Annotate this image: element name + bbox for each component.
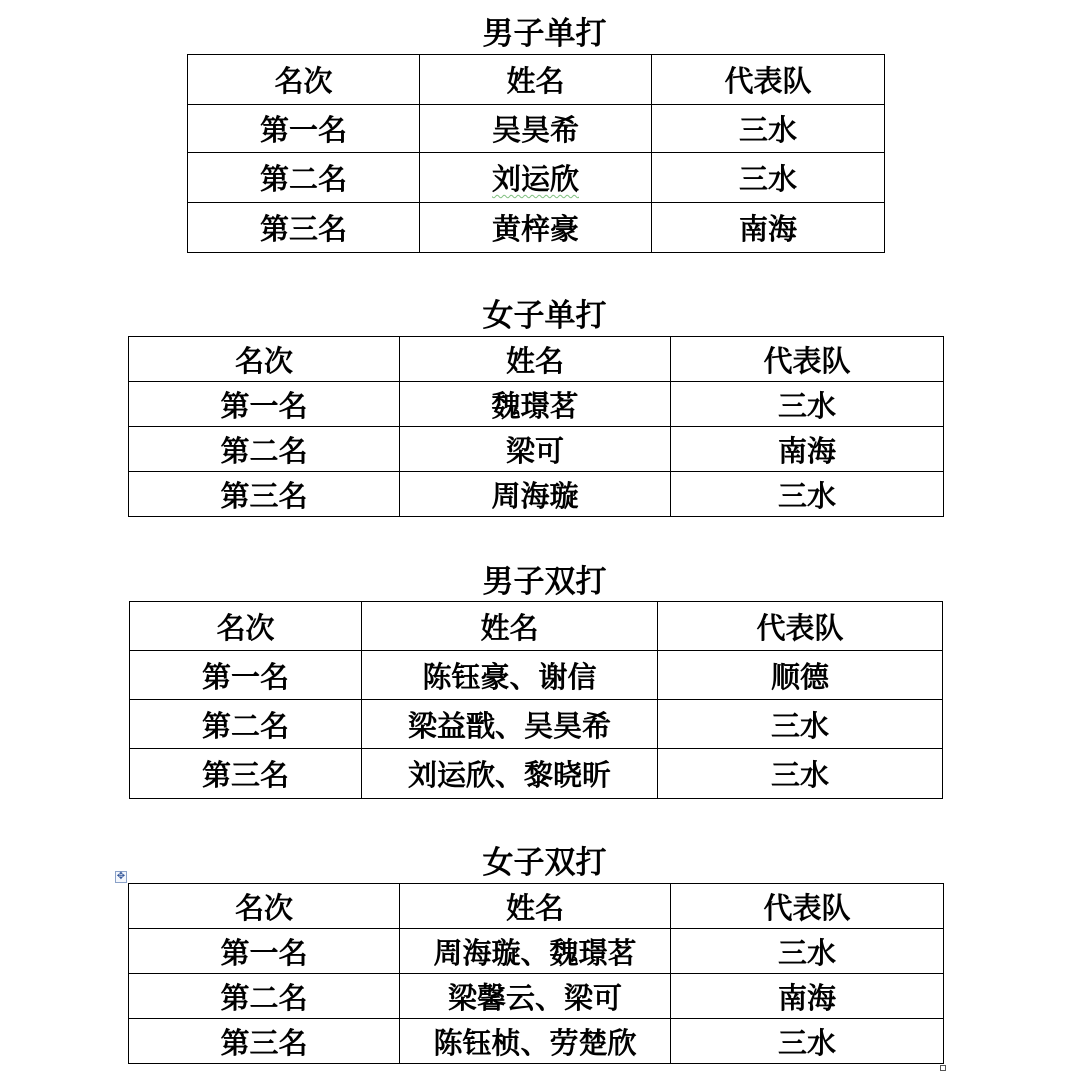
player-name-cell: 周海璇、魏璟茗 (400, 929, 671, 974)
header-cell-team: 代表队 (658, 602, 943, 651)
rank-cell: 第一名 (130, 651, 362, 700)
player-name-cell: 吴昊希 (420, 105, 652, 153)
section-title-mens-singles: 男子单打 (482, 16, 607, 52)
rank-cell: 第三名 (188, 203, 420, 253)
team-cell: 三水 (658, 749, 943, 799)
team-cell: 三水 (652, 105, 885, 153)
table-row (130, 700, 943, 749)
table-row (188, 203, 885, 253)
rank-cell: 第二名 (129, 427, 400, 472)
table-row (129, 382, 944, 427)
table-header-row (188, 55, 885, 105)
player-name-cell: 梁可 (400, 427, 671, 472)
team-cell: 三水 (671, 472, 944, 517)
player-name-cell (420, 153, 652, 203)
resize-square-icon[interactable] (940, 1065, 946, 1071)
player-name-cell: 周海璇 (400, 472, 671, 517)
rank-cell: 第一名 (129, 382, 400, 427)
player-name-cell: 陈钰桢、劳楚欣 (400, 1019, 671, 1064)
player-name-cell: 陈钰豪、谢信 (362, 651, 658, 700)
header-cell-rank: 名次 (129, 884, 400, 929)
rank-cell: 第二名 (130, 700, 362, 749)
header-cell-rank: 名次 (129, 337, 400, 382)
table-row (129, 974, 944, 1019)
section-title-womens-doubles: 女子双打 (482, 845, 607, 881)
team-cell: 三水 (671, 1019, 944, 1064)
team-cell: 三水 (658, 700, 943, 749)
header-cell-name: 姓名 (400, 884, 671, 929)
table-row (129, 427, 944, 472)
player-name-cell: 梁益戬、吴昊希 (362, 700, 658, 749)
move-arrows-icon[interactable]: ✥ (116, 871, 126, 882)
table-row (129, 929, 944, 974)
team-cell: 南海 (671, 427, 944, 472)
table-row (129, 472, 944, 517)
results-table-womens-singles (128, 336, 944, 517)
table-row (188, 105, 885, 153)
section-title-mens-doubles: 男子双打 (482, 564, 607, 600)
team-cell: 三水 (652, 153, 885, 203)
player-name-cell: 魏璟茗 (400, 382, 671, 427)
team-cell: 三水 (671, 929, 944, 974)
header-cell-team: 代表队 (671, 337, 944, 382)
rank-cell: 第三名 (129, 472, 400, 517)
table-header-row (129, 337, 944, 382)
rank-cell: 第三名 (130, 749, 362, 799)
rank-cell: 第一名 (188, 105, 420, 153)
team-cell: 三水 (671, 382, 944, 427)
results-table-mens-doubles (129, 601, 943, 799)
team-cell: 南海 (652, 203, 885, 253)
header-cell-name: 姓名 (400, 337, 671, 382)
rank-cell: 第一名 (129, 929, 400, 974)
spellcheck-flagged-text: 刘运欣 (491, 162, 579, 196)
rank-cell: 第二名 (129, 974, 400, 1019)
rank-cell: 第三名 (129, 1019, 400, 1064)
results-table-mens-singles (187, 54, 885, 253)
header-cell-name: 姓名 (362, 602, 658, 651)
header-cell-rank: 名次 (130, 602, 362, 651)
table-header-row (129, 884, 944, 929)
player-name-cell: 刘运欣、黎晓昕 (362, 749, 658, 799)
header-cell-team: 代表队 (671, 884, 944, 929)
header-cell-name: 姓名 (420, 55, 652, 105)
table-row (188, 153, 885, 203)
team-cell: 顺德 (658, 651, 943, 700)
table-row (129, 1019, 944, 1064)
player-name-cell: 梁馨云、梁可 (400, 974, 671, 1019)
section-title-womens-singles: 女子单打 (482, 298, 607, 334)
table-header-row (130, 602, 943, 651)
results-table-womens-doubles (128, 883, 944, 1064)
header-cell-rank: 名次 (188, 55, 420, 105)
player-name-cell: 黄梓豪 (420, 203, 652, 253)
team-cell: 南海 (671, 974, 944, 1019)
rank-cell: 第二名 (188, 153, 420, 203)
table-row (130, 651, 943, 700)
header-cell-team: 代表队 (652, 55, 885, 105)
table-row (130, 749, 943, 799)
